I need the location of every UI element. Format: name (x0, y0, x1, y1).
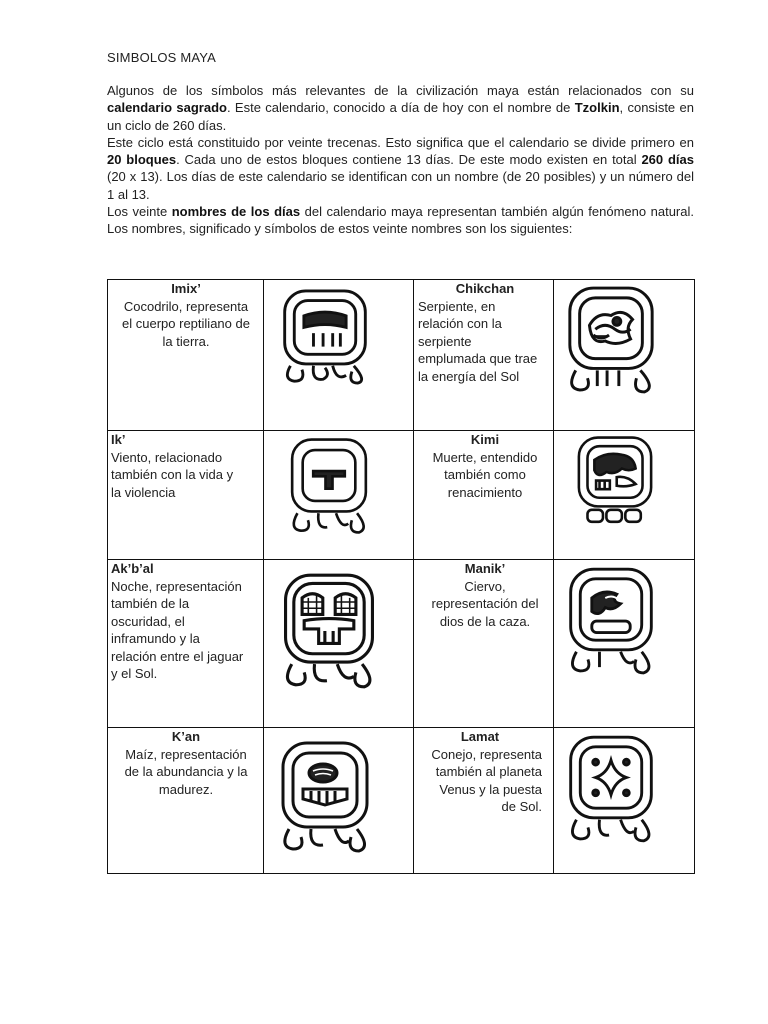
day-desc-line: la violencia (111, 484, 176, 500)
day-cell-lamat (418, 728, 542, 816)
day-desc-line: de la abundancia y la (124, 764, 248, 779)
imix-glyph-icon (277, 287, 373, 387)
day-desc-line: y el Sol. (111, 666, 158, 681)
day-desc-line: también de la (111, 596, 190, 611)
day-desc-line: Conejo, representa (431, 746, 542, 762)
table-rule (107, 873, 695, 874)
page-title: SIMBOLOS MAYA (107, 50, 217, 65)
table-rule (263, 279, 264, 874)
day-name: Ak’b’al (111, 561, 154, 576)
chikchan-glyph-icon (562, 284, 660, 396)
day-desc-line: serpiente (418, 333, 472, 349)
day-desc-line: Viento, relacionado (111, 449, 223, 465)
day-cell-manik (418, 560, 552, 630)
intro-text-run: del calendario maya representan también algún fenómeno natural. Los nombres, significado y símbolos de estos veinte nombres son los siguientes: (107, 204, 694, 237)
day-desc-line: también al planeta (435, 764, 542, 779)
day-cell-ik (111, 431, 261, 501)
intro-text-run: Este ciclo está constituido por veinte trecenas. Esto significa que el calendario se divide primero en (107, 134, 694, 150)
day-desc-line: relación entre el jaguar (111, 648, 244, 664)
intro-text-run: (20 x 13). Los días de este calendario se identifican con un nombre (de 20 posibles) y un número del 1 al 13. (107, 169, 694, 202)
lamat-glyph-icon (563, 733, 659, 845)
day-cell-akbal (111, 560, 263, 683)
intro-text-run: . Cada uno de estos bloques contiene 13 días. De este modo existen en total (176, 152, 642, 168)
intro-text (107, 82, 694, 238)
intro-text-run: . Este calendario, conocido a día de hoy con el nombre de (226, 100, 575, 116)
day-name: Lamat (460, 729, 500, 744)
day-desc-line: de Sol. (501, 799, 542, 814)
table-rule (694, 279, 695, 874)
intro-text-run: , consiste en un ciclo de 260 días. (107, 100, 694, 133)
day-name: Ik’ (111, 432, 126, 447)
day-desc-line: dios de la caza. (439, 613, 531, 629)
day-desc-line: la tierra. (162, 333, 210, 349)
table-rule (413, 279, 414, 874)
day-desc-line: inframundo y la (111, 631, 200, 646)
day-cell-kan (111, 728, 261, 798)
day-desc-line: la energía del Sol (418, 368, 520, 384)
day-signs-table (107, 279, 694, 873)
intro-bold-run: nombres de los días (171, 204, 301, 220)
day-name: Kimi (470, 432, 500, 447)
day-desc-line: Noche, representación (111, 578, 242, 594)
table-rule (553, 279, 554, 874)
kimi-glyph-icon (572, 434, 658, 534)
day-desc-line: oscuridad, el (111, 613, 185, 629)
intro-bold-run: 20 bloques (107, 152, 177, 168)
day-cell-kimi (418, 431, 552, 501)
ik-glyph-icon (285, 436, 373, 536)
day-desc-line: relación con la (418, 316, 502, 331)
intro-paragraph-1 (107, 82, 694, 134)
akbal-glyph-icon (277, 571, 381, 691)
intro-bold-run: Tzolkin (574, 100, 620, 116)
day-name: Imix’ (171, 281, 201, 296)
intro-bold-run: 260 días (641, 152, 694, 168)
day-desc-line: madurez. (158, 781, 214, 797)
manik-glyph-icon (563, 565, 659, 679)
day-desc-line: Maíz, representación (125, 746, 247, 762)
intro-text-run: Algunos de los símbolos más relevantes de la civilización maya están relacionados con su (107, 83, 694, 98)
day-cell-imix (111, 280, 261, 350)
intro-bold-run: calendario sagrado (107, 100, 227, 116)
intro-paragraph-2 (107, 134, 694, 203)
day-desc-line: Venus y la puesta (439, 781, 542, 797)
day-name: Chikchan (455, 281, 515, 296)
intro-paragraph-3 (107, 203, 694, 238)
kan-glyph-icon (273, 739, 377, 857)
day-desc-line: Muerte, entendido (432, 449, 538, 465)
day-desc-line: Cocodrilo, representa (123, 298, 249, 314)
day-desc-line: Serpiente, en (418, 298, 496, 314)
day-desc-line: emplumada que trae (418, 351, 538, 366)
intro-text-run: Los veinte (107, 204, 172, 220)
day-desc-line: renacimiento (447, 484, 523, 500)
day-desc-line: el cuerpo reptiliano de (122, 316, 250, 331)
day-desc-line: representación del (431, 596, 539, 611)
day-name: K’an (171, 729, 201, 744)
day-desc-line: Ciervo, (464, 578, 506, 594)
day-desc-line: también como (444, 467, 526, 482)
day-desc-line: también con la vida y (111, 467, 234, 482)
day-cell-chikchan (418, 280, 552, 385)
day-name: Manik’ (464, 561, 506, 576)
table-rule (107, 279, 108, 874)
